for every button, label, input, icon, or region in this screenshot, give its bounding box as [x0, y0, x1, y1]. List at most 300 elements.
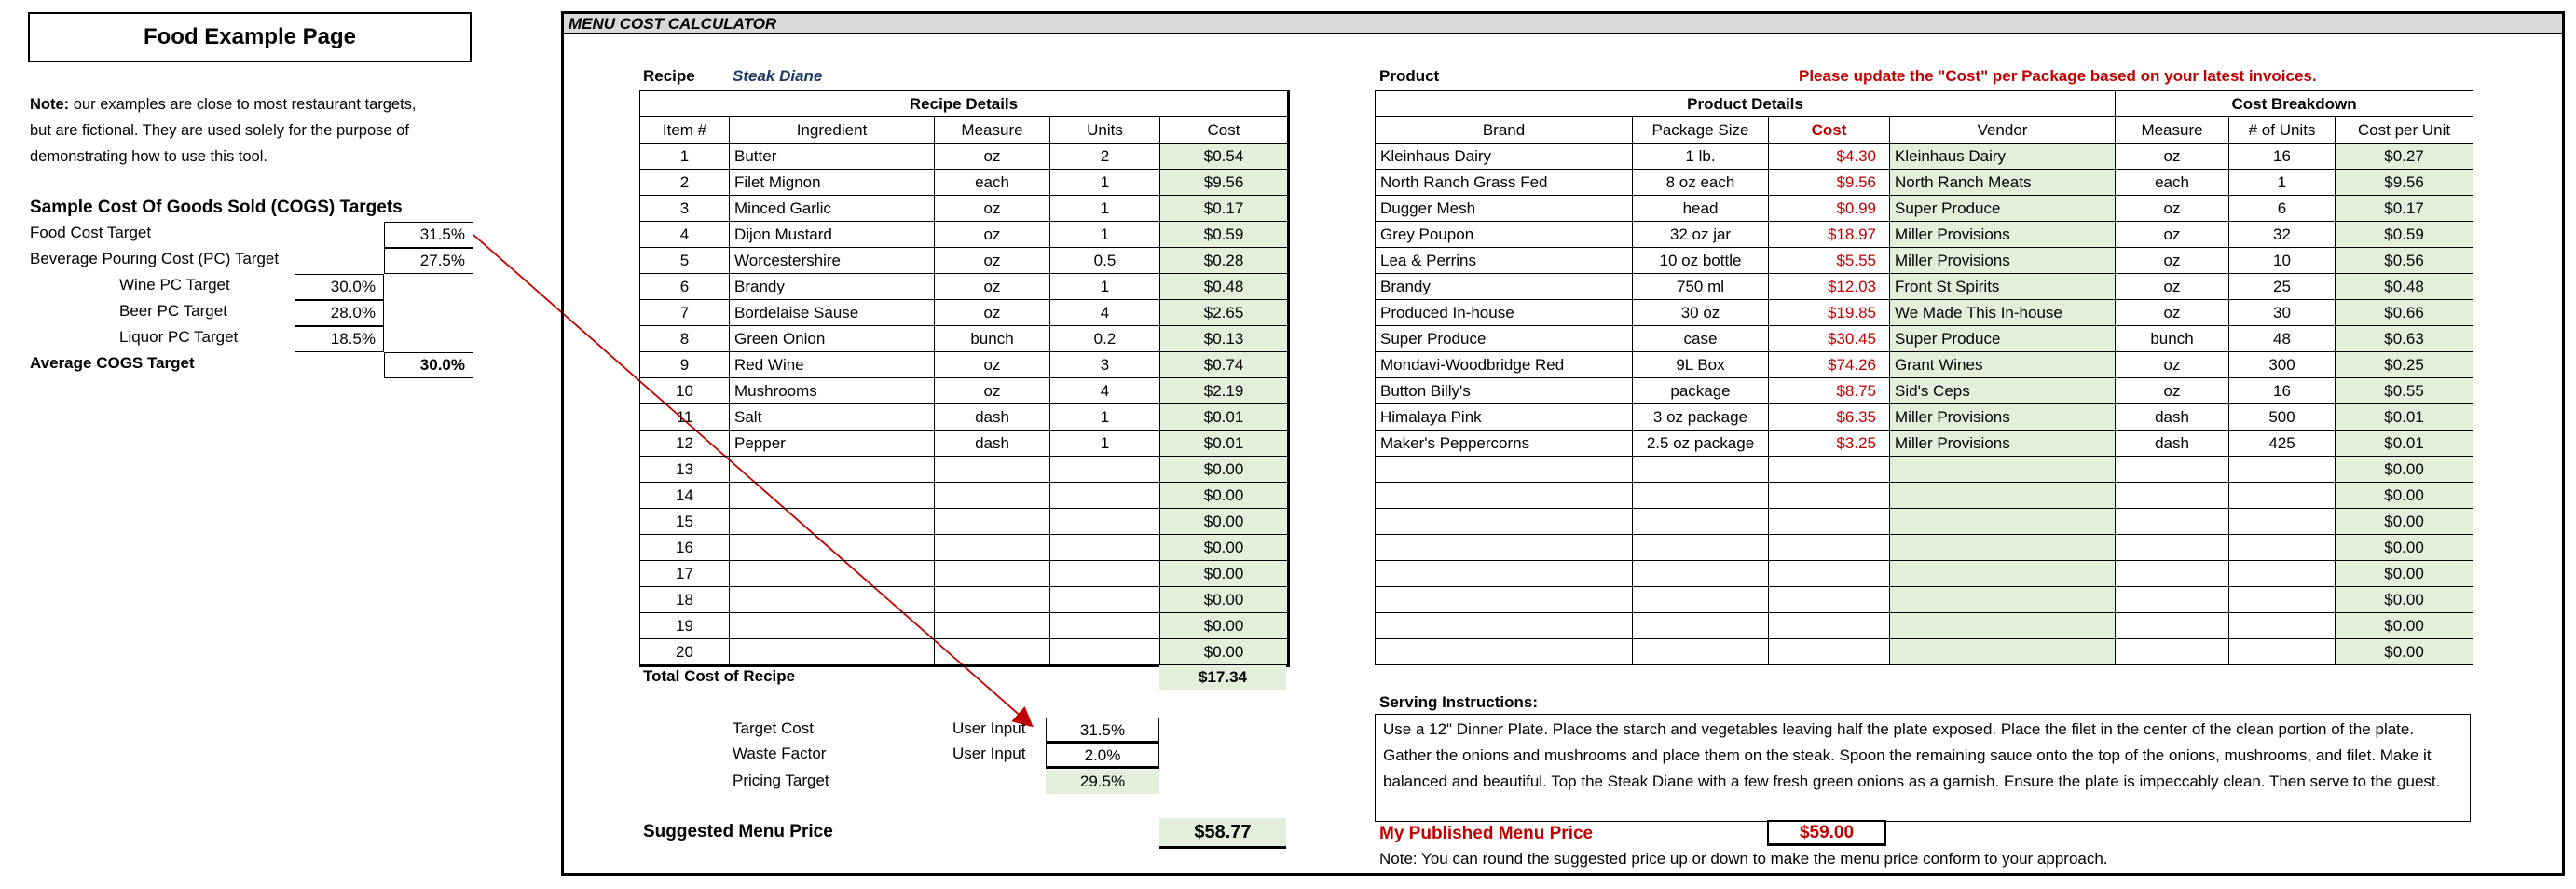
ingredient-cell[interactable] — [730, 639, 935, 666]
cogs-heading: Sample Cost Of Goods Sold (COGS) Targets — [30, 198, 403, 217]
measure-cell[interactable]: each — [935, 170, 1050, 196]
package-size-cell[interactable] — [1633, 639, 1769, 665]
vendor-cell[interactable] — [1890, 509, 2116, 535]
vendor-cell[interactable] — [1890, 457, 2116, 483]
col-unit-measure: Measure — [2116, 117, 2229, 144]
num-units-cell[interactable]: 1 — [2229, 170, 2336, 196]
cost-per-unit-cell: $0.59 — [2336, 222, 2473, 248]
package-cost-cell[interactable]: $12.03 — [1769, 274, 1890, 300]
package-size-cell[interactable] — [1633, 535, 1769, 561]
cost-per-unit-cell: $0.48 — [2336, 274, 2473, 300]
unit-measure-cell[interactable]: each — [2116, 170, 2229, 196]
unit-measure-cell[interactable]: oz — [2116, 300, 2229, 326]
product-row — [1376, 144, 2473, 170]
cost-cell: $2.65 — [1160, 300, 1289, 326]
vendor-cell[interactable] — [1890, 613, 2116, 639]
package-size-cell[interactable]: case — [1633, 326, 1769, 352]
cost-cell: $0.01 — [1160, 431, 1289, 457]
package-size-cell[interactable]: 750 ml — [1633, 274, 1769, 300]
vendor-cell[interactable]: Super Produce — [1890, 196, 2116, 222]
suggested-price-value: $58.77 — [1159, 818, 1286, 849]
col-item: Item # — [640, 117, 730, 144]
units-cell[interactable]: 1 — [1050, 170, 1160, 196]
col-package-size: Package Size — [1633, 117, 1769, 144]
units-cell[interactable]: 1 — [1050, 404, 1160, 431]
package-cost-cell[interactable]: $19.85 — [1769, 300, 1890, 326]
recipe-row — [640, 352, 1289, 378]
item-number: 19 — [640, 613, 730, 639]
cost-cell: $0.28 — [1160, 248, 1289, 274]
pricing-target-label: Pricing Target — [733, 772, 829, 789]
brand-cell[interactable]: Dugger Mesh — [1376, 196, 1633, 222]
brand-cell[interactable]: Super Produce — [1376, 326, 1633, 352]
units-cell[interactable] — [1050, 483, 1160, 509]
item-number: 13 — [640, 457, 730, 483]
item-number: 9 — [640, 352, 730, 378]
recipe-name[interactable]: Steak Diane — [733, 67, 823, 85]
published-price-label: My Published Menu Price — [1379, 824, 1594, 843]
cost-cell: $0.59 — [1160, 222, 1289, 248]
package-cost-cell[interactable] — [1769, 639, 1890, 665]
num-units-cell[interactable] — [2229, 457, 2336, 483]
num-units-cell[interactable]: 6 — [2229, 196, 2336, 222]
package-size-cell[interactable]: 1 lb. — [1633, 144, 1769, 170]
package-cost-cell[interactable]: $9.56 — [1769, 170, 1890, 196]
cost-per-unit-cell: $0.55 — [2336, 378, 2473, 404]
package-cost-cell[interactable] — [1769, 587, 1890, 613]
col-measure: Measure — [935, 117, 1050, 144]
ingredient-cell[interactable]: Green Onion — [730, 326, 935, 352]
item-number: 1 — [640, 144, 730, 170]
brand-cell[interactable]: Button Billy's — [1376, 378, 1633, 404]
cost-cell: $0.00 — [1160, 561, 1289, 587]
package-cost-cell[interactable]: $0.99 — [1769, 196, 1890, 222]
package-size-cell[interactable] — [1633, 561, 1769, 587]
product-row — [1376, 587, 2473, 613]
vendor-cell[interactable]: Grant Wines — [1890, 352, 2116, 378]
package-cost-cell[interactable]: $3.25 — [1769, 431, 1890, 457]
vendor-cell[interactable]: Front St Spirits — [1890, 274, 2116, 300]
brand-cell[interactable] — [1376, 613, 1633, 639]
cost-cell: $0.00 — [1160, 535, 1289, 561]
unit-measure-cell[interactable] — [2116, 587, 2229, 613]
recipe-row — [640, 613, 1289, 639]
item-number: 3 — [640, 196, 730, 222]
target-cost-input[interactable]: 31.5% — [1046, 718, 1159, 744]
measure-cell[interactable]: oz — [935, 196, 1050, 222]
product-row — [1376, 457, 2473, 483]
num-units-cell[interactable] — [2229, 613, 2336, 639]
units-cell[interactable]: 1 — [1050, 196, 1160, 222]
vendor-cell[interactable] — [1890, 639, 2116, 665]
package-cost-cell[interactable]: $30.45 — [1769, 326, 1890, 352]
product-row — [1376, 535, 2473, 561]
units-cell[interactable]: 0.5 — [1050, 248, 1160, 274]
vendor-cell[interactable]: Miller Provisions — [1890, 222, 2116, 248]
package-cost-cell[interactable] — [1769, 509, 1890, 535]
product-row — [1376, 431, 2473, 457]
num-units-cell[interactable]: 25 — [2229, 274, 2336, 300]
col-brand: Brand — [1376, 117, 1633, 144]
ingredient-cell[interactable]: Bordelaise Sause — [730, 300, 935, 326]
measure-cell[interactable] — [935, 613, 1050, 639]
ingredient-cell[interactable]: Dijon Mustard — [730, 222, 935, 248]
update-warning: Please update the "Cost" per Package based on your latest invoices. — [1799, 67, 2317, 85]
ingredient-cell[interactable]: Minced Garlic — [730, 196, 935, 222]
units-cell[interactable]: 4 — [1050, 300, 1160, 326]
recipe-label: Recipe — [643, 67, 695, 85]
cost-cell: $2.19 — [1160, 378, 1289, 404]
units-cell[interactable]: 0.2 — [1050, 326, 1160, 352]
cost-cell: $0.00 — [1160, 483, 1289, 509]
vendor-cell[interactable] — [1890, 587, 2116, 613]
cost-cell: $0.00 — [1160, 509, 1289, 535]
unit-measure-cell[interactable] — [2116, 483, 2229, 509]
num-units-cell[interactable]: 500 — [2229, 404, 2336, 431]
item-number: 7 — [640, 300, 730, 326]
brand-cell[interactable]: North Ranch Grass Fed — [1376, 170, 1633, 196]
brand-cell[interactable]: Himalaya Pink — [1376, 404, 1633, 431]
package-size-cell[interactable]: 10 oz bottle — [1633, 248, 1769, 274]
measure-cell[interactable] — [935, 587, 1050, 613]
vendor-cell[interactable] — [1890, 535, 2116, 561]
product-row — [1376, 561, 2473, 587]
package-cost-cell[interactable]: $6.35 — [1769, 404, 1890, 431]
cost-per-unit-cell: $0.01 — [2336, 404, 2473, 431]
col-vendor: Vendor — [1890, 117, 2116, 144]
cost-cell: $0.74 — [1160, 352, 1289, 378]
measure-cell[interactable]: oz — [935, 352, 1050, 378]
num-units-cell[interactable] — [2229, 483, 2336, 509]
vendor-cell[interactable] — [1890, 483, 2116, 509]
food-cost-value[interactable]: 31.5% — [384, 222, 473, 248]
ingredient-cell[interactable] — [730, 509, 935, 535]
package-size-cell[interactable]: 2.5 oz package — [1633, 431, 1769, 457]
unit-measure-cell[interactable] — [2116, 535, 2229, 561]
num-units-cell[interactable] — [2229, 535, 2336, 561]
unit-measure-cell[interactable]: oz — [2116, 274, 2229, 300]
item-number: 18 — [640, 587, 730, 613]
measure-cell[interactable]: dash — [935, 431, 1050, 457]
vendor-cell[interactable] — [1890, 561, 2116, 587]
ingredient-cell[interactable]: Worcestershire — [730, 248, 935, 274]
package-cost-cell[interactable] — [1769, 535, 1890, 561]
cost-breakdown-header: Cost Breakdown — [2116, 91, 2473, 117]
ingredient-cell[interactable] — [730, 613, 935, 639]
item-number: 4 — [640, 222, 730, 248]
package-cost-cell[interactable] — [1769, 613, 1890, 639]
package-size-cell[interactable]: 3 oz package — [1633, 404, 1769, 431]
units-cell[interactable] — [1050, 509, 1160, 535]
package-cost-cell[interactable]: $18.97 — [1769, 222, 1890, 248]
col-package-cost: Cost — [1769, 117, 1890, 144]
package-size-cell[interactable]: package — [1633, 378, 1769, 404]
num-units-cell[interactable]: 32 — [2229, 222, 2336, 248]
beer-pc-label: Beer PC Target — [119, 302, 227, 320]
target-cost-source: User Input — [952, 719, 1026, 737]
liquor-pc-value[interactable]: 18.5% — [295, 326, 384, 352]
recipe-row — [640, 274, 1289, 300]
brand-cell[interactable]: Mondavi-Woodbridge Red — [1376, 352, 1633, 378]
package-size-cell[interactable] — [1633, 613, 1769, 639]
published-price-input[interactable]: $59.00 — [1767, 820, 1886, 846]
num-units-cell[interactable] — [2229, 561, 2336, 587]
package-size-cell[interactable] — [1633, 483, 1769, 509]
waste-factor-input[interactable]: 2.0% — [1046, 743, 1159, 769]
cost-per-unit-cell: $0.66 — [2336, 300, 2473, 326]
bev-cost-label: Beverage Pouring Cost (PC) Target — [30, 250, 280, 267]
package-size-cell[interactable] — [1633, 587, 1769, 613]
vendor-cell[interactable]: Miller Provisions — [1890, 431, 2116, 457]
vendor-cell[interactable]: Kleinhaus Dairy — [1890, 144, 2116, 170]
num-units-cell[interactable]: 425 — [2229, 431, 2336, 457]
product-row — [1376, 639, 2473, 665]
col-units: Units — [1050, 117, 1160, 144]
units-cell[interactable] — [1050, 587, 1160, 613]
waste-factor-label: Waste Factor — [733, 745, 827, 762]
unit-measure-cell[interactable]: oz — [2116, 196, 2229, 222]
brand-cell[interactable]: Grey Poupon — [1376, 222, 1633, 248]
package-size-cell[interactable]: 30 oz — [1633, 300, 1769, 326]
units-cell[interactable]: 4 — [1050, 378, 1160, 404]
brand-cell[interactable]: Brandy — [1376, 274, 1633, 300]
item-number: 10 — [640, 378, 730, 404]
waste-factor-source: User Input — [952, 745, 1026, 762]
unit-measure-cell[interactable]: dash — [2116, 404, 2229, 431]
units-cell[interactable]: 1 — [1050, 431, 1160, 457]
item-number: 16 — [640, 535, 730, 561]
num-units-cell[interactable]: 16 — [2229, 144, 2336, 170]
package-cost-cell[interactable]: $4.30 — [1769, 144, 1890, 170]
ingredient-cell[interactable]: Red Wine — [730, 352, 935, 378]
units-cell[interactable] — [1050, 561, 1160, 587]
ingredient-cell[interactable] — [730, 561, 935, 587]
cost-per-unit-cell: $0.01 — [2336, 431, 2473, 457]
package-size-cell[interactable]: 8 oz each — [1633, 170, 1769, 196]
recipe-row — [640, 509, 1289, 535]
num-units-cell[interactable]: 10 — [2229, 248, 2336, 274]
recipe-row — [640, 431, 1289, 457]
brand-cell[interactable] — [1376, 561, 1633, 587]
ingredient-cell[interactable] — [730, 457, 935, 483]
wine-pc-value[interactable]: 30.0% — [295, 274, 384, 300]
num-units-cell[interactable] — [2229, 587, 2336, 613]
num-units-cell[interactable]: 30 — [2229, 300, 2336, 326]
target-cost-label: Target Cost — [733, 719, 814, 737]
product-row — [1376, 613, 2473, 639]
brand-cell[interactable] — [1376, 639, 1633, 665]
package-size-cell[interactable]: 9L Box — [1633, 352, 1769, 378]
measure-cell[interactable] — [935, 457, 1050, 483]
num-units-cell[interactable] — [2229, 509, 2336, 535]
beer-pc-value[interactable]: 28.0% — [295, 300, 384, 326]
unit-measure-cell[interactable]: oz — [2116, 378, 2229, 404]
package-cost-cell[interactable]: $74.26 — [1769, 352, 1890, 378]
unit-measure-cell[interactable]: dash — [2116, 431, 2229, 457]
num-units-cell[interactable]: 300 — [2229, 352, 2336, 378]
col-cost-per-unit: Cost per Unit — [2336, 117, 2473, 144]
num-units-cell[interactable]: 48 — [2229, 326, 2336, 352]
unit-measure-cell[interactable] — [2116, 561, 2229, 587]
page-title: Food Example Page — [28, 12, 472, 62]
brand-cell[interactable] — [1376, 457, 1633, 483]
num-units-cell[interactable]: 16 — [2229, 378, 2336, 404]
avg-cogs-value: 30.0% — [384, 352, 473, 378]
measure-cell[interactable] — [935, 483, 1050, 509]
bev-cost-value[interactable]: 27.5% — [384, 248, 473, 274]
measure-cell[interactable]: oz — [935, 248, 1050, 274]
brand-cell[interactable] — [1376, 535, 1633, 561]
product-row — [1376, 404, 2473, 431]
ingredient-cell[interactable]: Mushrooms — [730, 378, 935, 404]
ingredient-cell[interactable]: Pepper — [730, 431, 935, 457]
measure-cell[interactable] — [935, 561, 1050, 587]
recipe-table — [639, 90, 1290, 667]
recipe-row — [640, 144, 1289, 170]
serving-instructions-text[interactable]: Use a 12" Dinner Plate. Place the starch and vegetables leaving half the plate exposed. Place the filet in the center of the clean portion of the plate. Gather the onions and mushrooms and place them on the steak. Spoon the remaining sauce onto the top of the onions, mushrooms, and filet. Make it balanced and beautiful. Top the Steak Diane with a few fresh green onions as a garnish. Ensure the plate is impeccably clean. Then serve to the guest. — [1375, 714, 2471, 822]
package-size-cell[interactable] — [1633, 457, 1769, 483]
measure-cell[interactable]: oz — [935, 222, 1050, 248]
item-number: 11 — [640, 404, 730, 431]
cost-cell: $9.56 — [1160, 170, 1289, 196]
unit-measure-cell[interactable]: oz — [2116, 222, 2229, 248]
unit-measure-cell[interactable]: bunch — [2116, 326, 2229, 352]
vendor-cell[interactable]: Sid's Ceps — [1890, 378, 2116, 404]
cost-per-unit-cell: $0.63 — [2336, 326, 2473, 352]
vendor-cell[interactable]: Miller Provisions — [1890, 404, 2116, 431]
units-cell[interactable]: 1 — [1050, 274, 1160, 300]
unit-measure-cell[interactable] — [2116, 613, 2229, 639]
units-cell[interactable] — [1050, 535, 1160, 561]
unit-measure-cell[interactable]: oz — [2116, 248, 2229, 274]
brand-cell[interactable] — [1376, 509, 1633, 535]
col-ingredient: Ingredient — [730, 117, 935, 144]
units-cell[interactable] — [1050, 457, 1160, 483]
product-row — [1376, 326, 2473, 352]
package-cost-cell[interactable] — [1769, 561, 1890, 587]
ingredient-cell[interactable]: Butter — [730, 144, 935, 170]
units-cell[interactable] — [1050, 613, 1160, 639]
measure-cell[interactable] — [935, 509, 1050, 535]
recipe-row — [640, 326, 1289, 352]
unit-measure-cell[interactable] — [2116, 509, 2229, 535]
recipe-row — [640, 248, 1289, 274]
measure-cell[interactable]: oz — [935, 274, 1050, 300]
package-size-cell[interactable] — [1633, 509, 1769, 535]
measure-cell[interactable]: oz — [935, 378, 1050, 404]
cost-per-unit-cell: $0.27 — [2336, 144, 2473, 170]
cost-cell: $0.00 — [1160, 639, 1289, 666]
cost-per-unit-cell: $0.56 — [2336, 248, 2473, 274]
package-cost-cell[interactable]: $8.75 — [1769, 378, 1890, 404]
brand-cell[interactable]: Lea & Perrins — [1376, 248, 1633, 274]
recipe-row — [640, 378, 1289, 404]
recipe-row — [640, 561, 1289, 587]
brand-cell[interactable]: Produced In-house — [1376, 300, 1633, 326]
cost-per-unit-cell: $0.00 — [2336, 587, 2473, 613]
recipe-row — [640, 222, 1289, 248]
note-label: Note: — [30, 96, 70, 113]
recipe-row — [640, 587, 1289, 613]
rounding-note: Note: You can round the suggested price up or down to make the menu price conform to your approach. — [1379, 850, 2108, 868]
recipe-row — [640, 196, 1289, 222]
brand-cell[interactable]: Kleinhaus Dairy — [1376, 144, 1633, 170]
ingredient-cell[interactable]: Salt — [730, 404, 935, 431]
total-cost-value: $17.34 — [1159, 665, 1286, 690]
unit-measure-cell[interactable]: oz — [2116, 352, 2229, 378]
product-row — [1376, 483, 2473, 509]
cost-cell: $0.48 — [1160, 274, 1289, 300]
total-cost-label: Total Cost of Recipe — [643, 667, 796, 685]
ingredient-cell[interactable] — [730, 535, 935, 561]
cost-cell: $0.13 — [1160, 326, 1289, 352]
num-units-cell[interactable] — [2229, 639, 2336, 665]
vendor-cell[interactable]: Miller Provisions — [1890, 248, 2116, 274]
product-row — [1376, 248, 2473, 274]
brand-cell[interactable]: Maker's Peppercorns — [1376, 431, 1633, 457]
vendor-cell[interactable]: North Ranch Meats — [1890, 170, 2116, 196]
brand-cell[interactable] — [1376, 587, 1633, 613]
item-number: 8 — [640, 326, 730, 352]
ingredient-cell[interactable] — [730, 587, 935, 613]
unit-measure-cell[interactable]: oz — [2116, 144, 2229, 170]
recipe-row — [640, 535, 1289, 561]
vendor-cell[interactable]: We Made This In-house — [1890, 300, 2116, 326]
item-number: 15 — [640, 509, 730, 535]
units-cell[interactable]: 3 — [1050, 352, 1160, 378]
unit-measure-cell[interactable] — [2116, 639, 2229, 665]
avg-cogs-label: Average COGS Target — [30, 354, 195, 372]
vendor-cell[interactable]: Super Produce — [1890, 326, 2116, 352]
product-row — [1376, 196, 2473, 222]
pricing-target-value: 29.5% — [1046, 770, 1159, 794]
measure-cell[interactable]: bunch — [935, 326, 1050, 352]
units-cell[interactable]: 1 — [1050, 222, 1160, 248]
units-cell[interactable]: 2 — [1050, 144, 1160, 170]
measure-cell[interactable] — [935, 535, 1050, 561]
measure-cell[interactable]: dash — [935, 404, 1050, 431]
measure-cell[interactable]: oz — [935, 144, 1050, 170]
cost-cell: $0.01 — [1160, 404, 1289, 431]
product-row — [1376, 222, 2473, 248]
recipe-row — [640, 300, 1289, 326]
unit-measure-cell[interactable] — [2116, 457, 2229, 483]
cost-per-unit-cell: $0.00 — [2336, 535, 2473, 561]
suggested-price-label: Suggested Menu Price — [643, 822, 833, 841]
brand-cell[interactable] — [1376, 483, 1633, 509]
ingredient-cell[interactable]: Filet Mignon — [730, 170, 935, 196]
product-row — [1376, 378, 2473, 404]
cost-cell: $0.00 — [1160, 613, 1289, 639]
cost-cell: $0.17 — [1160, 196, 1289, 222]
calculator-title: MENU COST CALCULATOR — [569, 15, 777, 33]
units-cell[interactable] — [1050, 639, 1160, 666]
recipe-row — [640, 483, 1289, 509]
item-number: 17 — [640, 561, 730, 587]
package-cost-cell[interactable] — [1769, 457, 1890, 483]
package-size-cell[interactable]: 32 oz jar — [1633, 222, 1769, 248]
package-size-cell[interactable]: head — [1633, 196, 1769, 222]
cost-per-unit-cell: $0.25 — [2336, 352, 2473, 378]
ingredient-cell[interactable]: Brandy — [730, 274, 935, 300]
item-number: 12 — [640, 431, 730, 457]
ingredient-cell[interactable] — [730, 483, 935, 509]
recipe-row — [640, 170, 1289, 196]
package-cost-cell[interactable]: $5.55 — [1769, 248, 1890, 274]
package-cost-cell[interactable] — [1769, 483, 1890, 509]
measure-cell[interactable] — [935, 639, 1050, 666]
measure-cell[interactable]: oz — [935, 300, 1050, 326]
